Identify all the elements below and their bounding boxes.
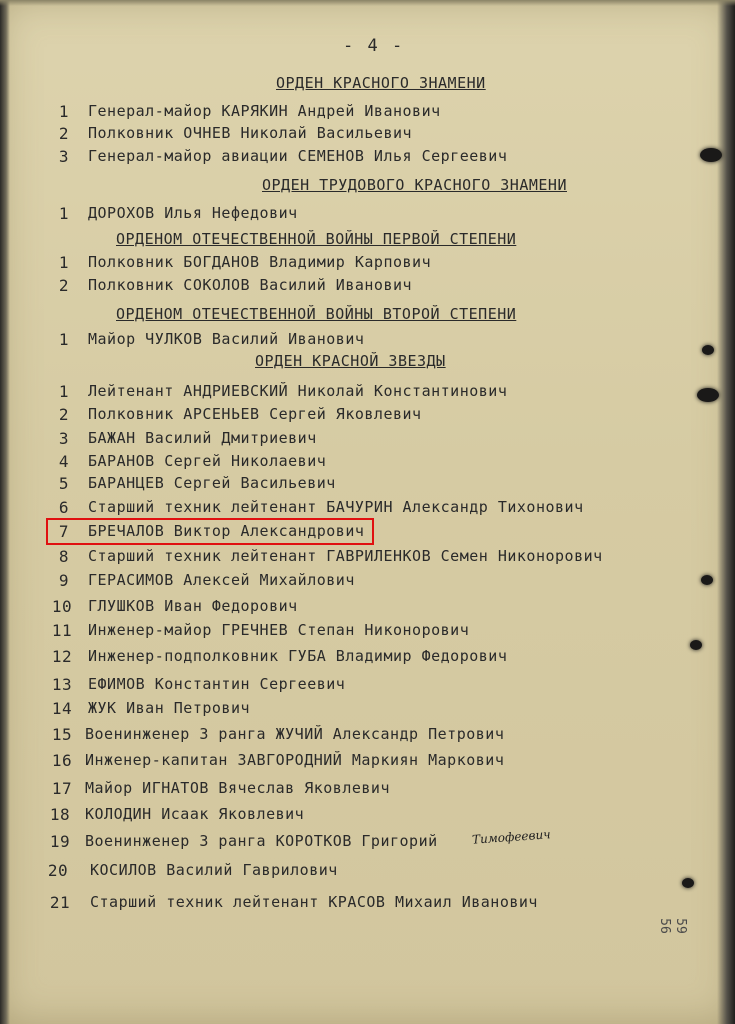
item-number: 5 — [58, 474, 70, 493]
item-number: 1 — [58, 382, 70, 401]
item-number: 1 — [58, 253, 70, 272]
item-text: ЖУК Иван Петрович — [88, 699, 251, 717]
binding-hole — [697, 388, 719, 402]
item-number: 2 — [58, 405, 70, 424]
item-text: Полковник СОКОЛОВ Василий Иванович — [88, 276, 413, 294]
item-text: Лейтенант АНДРИЕВСКИЙ Николай Константинович — [88, 382, 508, 400]
item-number: 2 — [58, 124, 70, 143]
item-text: Полковник ОЧНЕВ Николай Васильевич — [88, 124, 413, 142]
item-text: КОЛОДИН Исаак Яковлевич — [85, 805, 305, 823]
binding-hole — [690, 640, 702, 650]
item-text: Инженер-майор ГРЕЧНЕВ Степан Никонорович — [88, 621, 470, 639]
item-text: КОСИЛОВ Василий Гаврилович — [90, 861, 338, 879]
item-number: 21 — [49, 893, 71, 912]
item-text: Полковник БОГДАНОВ Владимир Карпович — [88, 253, 432, 271]
item-text: Полковник АРСЕНЬЕВ Сергей Яковлевич — [88, 405, 422, 423]
binding-hole — [682, 878, 694, 888]
item-text: БАЖАН Василий Дмитриевич — [88, 429, 317, 447]
archive-margin-mark: 59 56 — [656, 918, 688, 934]
item-text: БАРАНЦЕВ Сергей Васильевич — [88, 474, 336, 492]
item-text: Старший техник лейтенант КРАСОВ Михаил Иванович — [90, 893, 538, 911]
section-title-labor-red-banner: ОРДЕН ТРУДОВОГО КРАСНОГО ЗНАМЕНИ — [262, 176, 567, 194]
item-number: 14 — [51, 699, 73, 718]
item-number: 20 — [47, 861, 69, 880]
item-number: 1 — [58, 102, 70, 121]
binding-hole — [700, 148, 722, 162]
item-number: 6 — [58, 498, 70, 517]
item-number: 10 — [51, 597, 73, 616]
item-number: 9 — [58, 571, 70, 590]
item-text: БАРАНОВ Сергей Николаевич — [88, 452, 327, 470]
item-number: 1 — [58, 204, 70, 223]
item-number: 18 — [49, 805, 71, 824]
handwritten-note: Тимофеевич — [471, 827, 552, 847]
item-number: 12 — [51, 647, 73, 666]
item-text: Инженер-подполковник ГУБА Владимир Федорович — [88, 647, 508, 665]
item-text: ГЛУШКОВ Иван Федорович — [88, 597, 298, 615]
item-number: 2 — [58, 276, 70, 295]
item-text: Инженер-капитан ЗАВГОРОДНИЙ Маркиян Маркович — [85, 751, 505, 769]
item-text: Военинженер 3 ранга КОРОТКОВ Григорий — [85, 832, 438, 850]
item-number: 17 — [51, 779, 73, 798]
section-title-patriotic-war-2: ОРДЕНОМ ОТЕЧЕСТВЕННОЙ ВОЙНЫ ВТОРОЙ СТЕПЕНИ — [116, 305, 517, 323]
item-number: 19 — [49, 832, 71, 851]
binding-hole — [701, 575, 713, 585]
item-number: 1 — [58, 330, 70, 349]
item-number: 11 — [51, 621, 73, 640]
item-number: 7 — [58, 522, 70, 541]
item-number: 13 — [51, 675, 73, 694]
item-text: Майор ЧУЛКОВ Василий Иванович — [88, 330, 365, 348]
item-text: ГЕРАСИМОВ Алексей Михайлович — [88, 571, 355, 589]
item-number: 8 — [58, 547, 70, 566]
item-text: Майор ИГНАТОВ Вячеслав Яковлевич — [85, 779, 390, 797]
item-text: Старший техник лейтенант ГАВРИЛЕНКОВ Семен Никонорович — [88, 547, 603, 565]
item-number: 16 — [51, 751, 73, 770]
item-text: Генерал-майор КАРЯКИН Андрей Иванович — [88, 102, 441, 120]
item-number: 15 — [51, 725, 73, 744]
item-text: БРЕЧАЛОВ Виктор Александрович — [88, 522, 365, 540]
scan-edge-top — [0, 0, 735, 6]
item-text: Военинженер 3 ранга ЖУЧИЙ Александр Петрович — [85, 725, 505, 743]
item-text: Генерал-майор авиации СЕМЕНОВ Илья Сергеевич — [88, 147, 508, 165]
item-number: 3 — [58, 429, 70, 448]
item-number: 3 — [58, 147, 70, 166]
item-text: ДОРОХОВ Илья Нефедович — [88, 204, 298, 222]
item-text: Старший техник лейтенант БАЧУРИН Александр Тихонович — [88, 498, 584, 516]
scan-edge-left — [0, 0, 10, 1024]
section-title-red-star: ОРДЕН КРАСНОЙ ЗВЕЗДЫ — [255, 352, 446, 370]
item-text: ЕФИМОВ Константин Сергеевич — [88, 675, 346, 693]
page-number: - 4 - — [343, 36, 405, 56]
item-number: 4 — [58, 452, 70, 471]
binding-hole — [702, 345, 714, 355]
highlight-box — [46, 518, 374, 545]
section-title-patriotic-war-1: ОРДЕНОМ ОТЕЧЕСТВЕННОЙ ВОЙНЫ ПЕРВОЙ СТЕПЕНИ — [116, 230, 517, 248]
section-title-red-banner: ОРДЕН КРАСНОГО ЗНАМЕНИ — [276, 74, 486, 92]
